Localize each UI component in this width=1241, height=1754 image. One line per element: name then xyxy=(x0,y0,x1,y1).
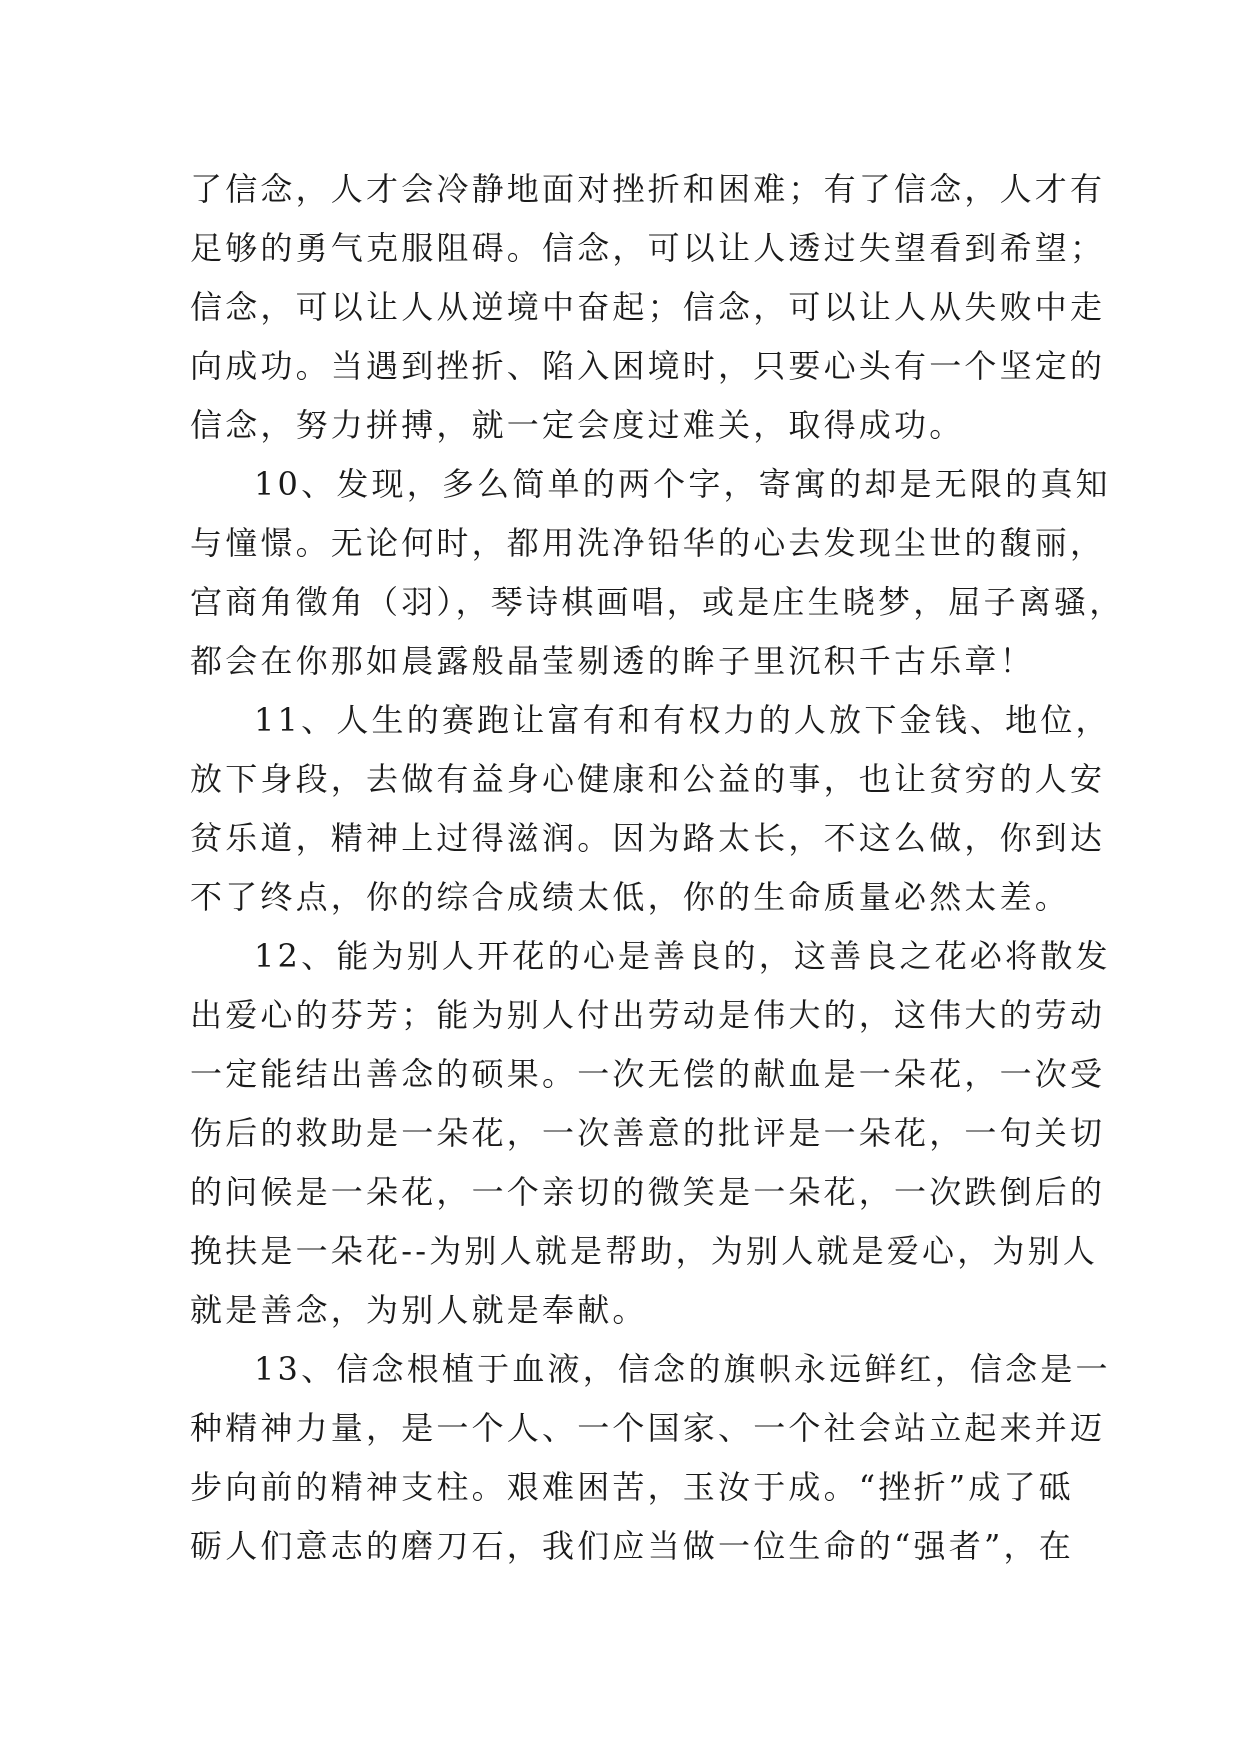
text-line: 10、发现，多么简单的两个字，寄寓的却是无限的真知 xyxy=(254,465,1111,503)
text-line: 伤后的救助是一朵花，一次善意的批评是一朵花，一句关切 xyxy=(190,1114,1106,1152)
text-line: 足够的勇气克服阻碍。信念，可以让人透过失望看到希望； xyxy=(190,229,1106,267)
paragraph-12 xyxy=(190,927,1111,1340)
text-line: 挽扶是一朵花--为别人就是帮助，为别人就是爱心，为别人 xyxy=(190,1232,1099,1270)
paragraph-13 xyxy=(190,1340,1111,1576)
text-line: 宫商角徵角（羽），琴诗棋画唱，或是庄生晓梦，屈子离骚， xyxy=(190,583,1125,621)
text-line: 就是善念，为别人就是奉献。 xyxy=(190,1291,648,1329)
text-line: 出爱心的芬芳；能为别人付出劳动是伟大的，这伟大的劳动 xyxy=(190,996,1106,1034)
document-body xyxy=(190,160,1125,1576)
text-line: 贫乐道，精神上过得滋润。因为路太长，不这么做，你到达 xyxy=(190,819,1106,857)
text-line: 向成功。当遇到挫折、陷入困境时，只要心头有一个坚定的 xyxy=(190,347,1106,385)
paragraph-1 xyxy=(190,160,1106,455)
text-line: 信念，努力拼搏，就一定会度过难关，取得成功。 xyxy=(190,406,965,444)
text-line: 放下身段，去做有益身心健康和公益的事，也让贫穷的人安 xyxy=(190,760,1106,798)
text-line: 的问候是一朵花，一个亲切的微笑是一朵花，一次跌倒后的 xyxy=(190,1173,1106,1211)
text-line: 12、能为别人开花的心是善良的，这善良之花必将散发 xyxy=(254,937,1111,975)
paragraph-10 xyxy=(190,455,1125,691)
text-line: 步向前的精神支柱。艰难困苦，玉汝于成。“挫折”成了砥 xyxy=(190,1468,1074,1506)
text-line: 信念，可以让人从逆境中奋起；信念，可以让人从失败中走 xyxy=(190,288,1106,326)
text-line: 种精神力量，是一个人、一个国家、一个社会站立起来并迈 xyxy=(190,1409,1106,1447)
paragraph-11 xyxy=(190,691,1111,927)
text-line: 砺人们意志的磨刀石，我们应当做一位生命的“强者”，在 xyxy=(190,1527,1074,1565)
text-line: 13、信念根植于血液，信念的旗帜永远鲜红，信念是一 xyxy=(254,1350,1111,1388)
text-line: 与憧憬。无论何时，都用洗净铅华的心去发现尘世的馥丽， xyxy=(190,524,1106,562)
text-line: 不了终点，你的综合成绩太低，你的生命质量必然太差。 xyxy=(190,878,1071,916)
text-line: 11、人生的赛跑让富有和有权力的人放下金钱、地位， xyxy=(254,701,1111,739)
text-line: 了信念，人才会冷静地面对挫折和困难；有了信念，人才有 xyxy=(190,170,1106,208)
text-line: 一定能结出善念的硕果。一次无偿的献血是一朵花，一次受 xyxy=(190,1055,1106,1093)
text-line: 都会在你那如晨露般晶莹剔透的眸子里沉积千古乐章！ xyxy=(190,642,1035,680)
